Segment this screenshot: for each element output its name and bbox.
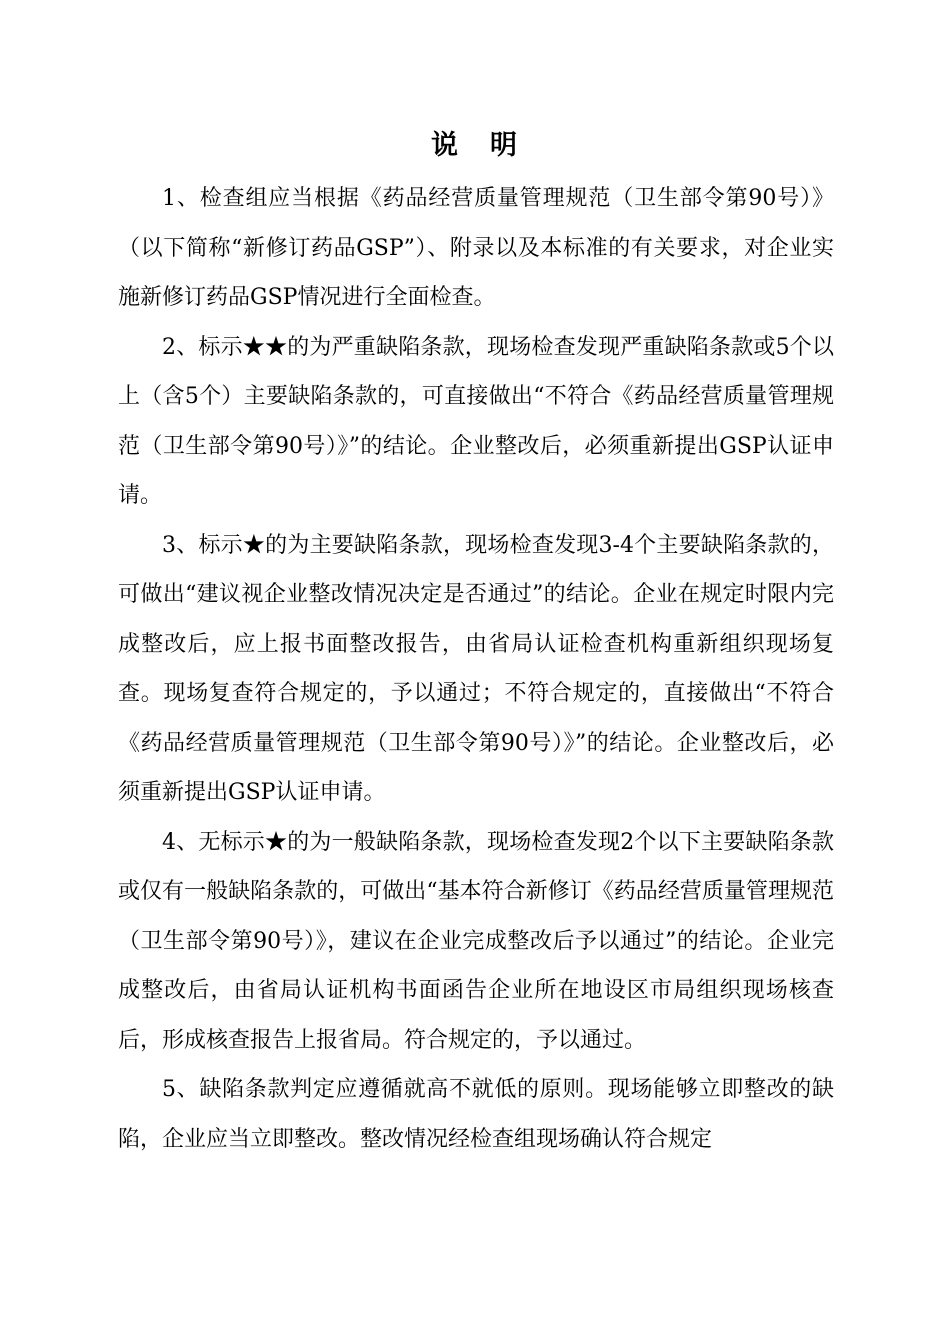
paragraph-4: 4、无标示★的为一般缺陷条款，现场检查发现2个以下主要缺陷条款或仅有一般缺陷条款的，可做出“基本符合新修订《药品经营质量管理规范（卫生部令第90号）》，建议在企业完成整改后予以通过”的结论。企业完成整改后，由省局认证机构书面函告企业所在地设区市局组织现场核查后，形成核查报告上报省局。符合规定的，予以通过。 [118,829,834,1053]
paragraph-5: 5、缺陷条款判定应遵循就高不就低的原则。现场能够立即整改的缺陷，企业应当立即整改。整改情况经检查组现场确认符合规定 [118,1077,834,1152]
title-char-1: 说 [431,130,460,161]
paragraph-3: 3、标示★的为主要缺陷条款，现场检查发现3-4个主要缺陷条款的，可做出“建议视企业整改情况决定是否通过”的结论。企业在规定时限内完成整改后，应上报书面整改报告，由省局认证检查机构重新组织现场复查。现场复查符合规定的，予以通过；不符合规定的，直接做出“不符合《药品经营质量管理规范（卫生部令第90号）》”的结论。企业整改后，必须重新提出GSP认证申请。 [118,532,834,805]
page-title [0,126,950,166]
document-body [118,174,834,1164]
paragraph-2: 2、标示★★的为严重缺陷条款，现场检查发现严重缺陷条款或5个以上（含5个）主要缺陷条款的，可直接做出“不符合《药品经营质量管理规范（卫生部令第90号）》”的结论。企业整改后，必须重新提出GSP认证申请。 [118,334,834,508]
title-char-2: 明 [490,130,519,161]
paragraph-1: 1、检查组应当根据《药品经营质量管理规范（卫生部令第90号）》（以下简称“新修订药品GSP”）、附录以及本标准的有关要求，对企业实施新修订药品GSP情况进行全面检查。 [118,186,834,310]
